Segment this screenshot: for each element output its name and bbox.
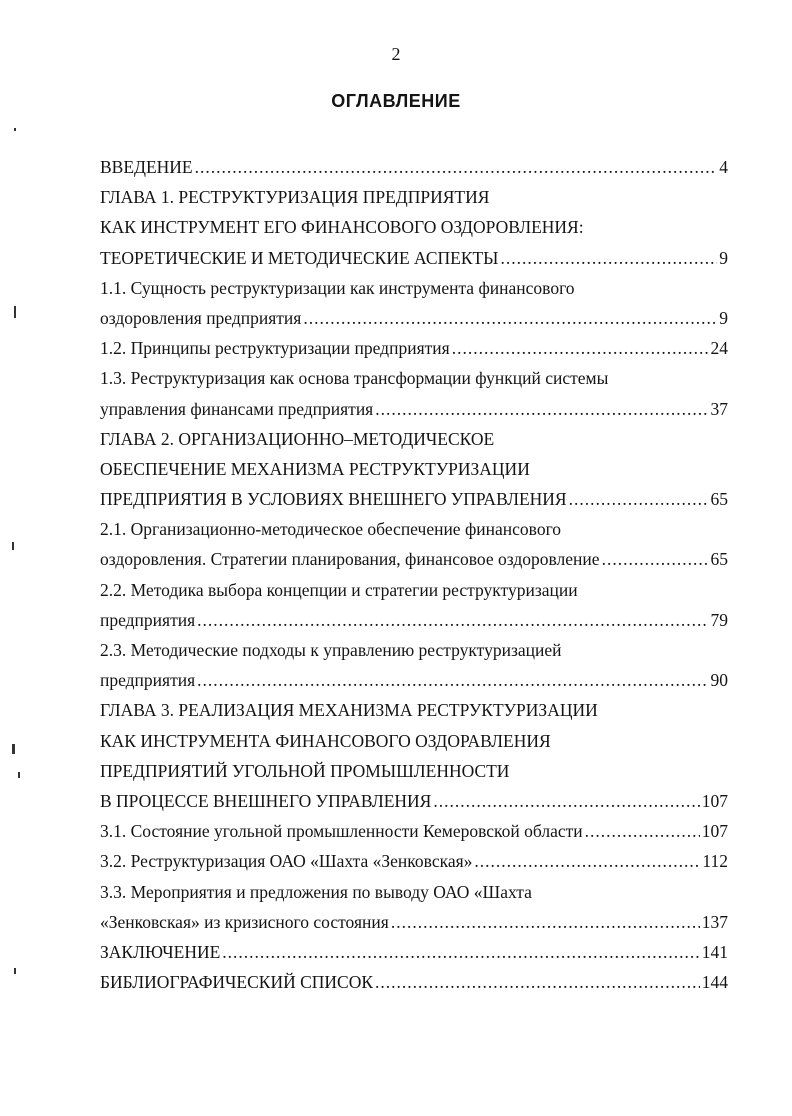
toc-entry-text: ГЛАВА 2. ОРГАНИЗАЦИОННО–МЕТОДИЧЕСКОЕ	[100, 428, 495, 449]
toc-entry-text: БИБЛИОГРАФИЧЕСКИЙ СПИСОК	[100, 972, 374, 993]
toc-entry[interactable]	[100, 333, 728, 363]
scan-mark	[12, 744, 15, 754]
toc-entry[interactable]	[100, 152, 728, 182]
toc-entry-text: 1.3. Реструктуризация как основа трансформации функций системы	[100, 368, 609, 389]
toc-entry[interactable]	[100, 665, 728, 695]
toc-entry-text: управления финансами предприятия	[100, 398, 374, 419]
toc-entry-page: 37	[710, 398, 728, 419]
toc-entry-page: 4	[719, 157, 728, 177]
toc-entry-page: 65	[710, 489, 728, 510]
toc-entry[interactable]	[100, 877, 728, 907]
toc-entry-text: 2.2. Методика выбора концепции и стратегии реструктуризации	[100, 579, 578, 600]
toc-entry-page: 107	[701, 790, 728, 811]
toc-entry-page: 112	[702, 851, 728, 872]
toc-entry[interactable]	[100, 726, 728, 756]
page-number: 2	[391, 44, 401, 64]
toc-entry-text: 2.1. Организационно-методическое обеспечение финансового	[100, 519, 562, 540]
toc-entry-text: ПРЕДПРИЯТИЯ В УСЛОВИЯХ ВНЕШНЕГО УПРАВЛЕНИЯ	[100, 489, 567, 510]
toc-entry[interactable]	[100, 786, 728, 816]
toc-entry[interactable]	[100, 816, 728, 846]
toc-leader-dots	[195, 152, 718, 182]
toc-entry-page: 79	[710, 609, 728, 630]
toc-entry-text: 2.3. Методические подходы к управлению реструктуризацией	[100, 640, 562, 660]
toc-entry[interactable]	[100, 243, 728, 273]
toc-entry-text: ПРЕДПРИЯТИЙ УГОЛЬНОЙ ПРОМЫШЛЕННОСТИ	[100, 760, 510, 781]
toc-entry[interactable]	[100, 907, 728, 937]
toc-entry[interactable]	[100, 484, 728, 514]
toc-entry[interactable]	[100, 303, 728, 333]
toc-leader-dots	[602, 544, 709, 574]
scan-mark	[14, 968, 16, 974]
toc-leader-dots	[500, 243, 717, 273]
toc-entry-text: КАК ИНСТРУМЕНТ ЕГО ФИНАНСОВОГО ОЗДОРОВЛЕНИЯ:	[100, 217, 584, 238]
table-of-contents	[100, 152, 728, 997]
toc-entry-text: оздоровления. Стратегии планирования, финансовое оздоровление	[100, 549, 600, 570]
toc-entry[interactable]	[100, 635, 728, 665]
toc-entry[interactable]	[100, 937, 728, 967]
toc-entry[interactable]	[100, 756, 728, 786]
toc-entry[interactable]	[100, 363, 728, 393]
toc-entry-text: 3.2. Реструктуризация ОАО «Шахта «Зенковская»	[100, 851, 473, 872]
toc-entry[interactable]	[100, 846, 728, 876]
toc-entry-text: КАК ИНСТРУМЕНТА ФИНАНСОВОГО ОЗДОРАВЛЕНИЯ	[100, 730, 551, 751]
toc-entry[interactable]	[100, 514, 728, 544]
toc-entry-text: ОБЕСПЕЧЕНИЕ МЕХАНИЗМА РЕСТРУКТУРИЗАЦИИ	[100, 458, 530, 479]
scan-mark	[12, 542, 14, 550]
toc-entry-page: 65	[710, 549, 728, 570]
toc-leader-dots	[474, 846, 700, 876]
scan-mark	[14, 306, 16, 318]
toc-entry-page: 9	[719, 247, 728, 268]
toc-entry[interactable]	[100, 544, 728, 574]
toc-entry[interactable]	[100, 212, 728, 242]
toc-entry[interactable]	[100, 424, 728, 454]
toc-entry[interactable]	[100, 695, 728, 725]
toc-entry-page: 24	[710, 338, 728, 359]
toc-entry-text: 1.2. Принципы реструктуризации предприятия	[100, 338, 450, 359]
toc-title: ОГЛАВЛЕНИЕ	[331, 91, 461, 111]
toc-leader-dots	[222, 937, 699, 967]
toc-leader-dots	[433, 786, 699, 816]
toc-leader-dots	[303, 303, 717, 333]
toc-entry[interactable]	[100, 605, 728, 635]
toc-entry-text: 1.1. Сущность реструктуризации как инструмента финансового	[100, 277, 575, 298]
toc-leader-dots	[569, 484, 709, 514]
scan-mark	[18, 772, 20, 778]
toc-entry-text: оздоровления предприятия	[100, 307, 302, 328]
toc-entry-page: 141	[701, 941, 728, 962]
toc-leader-dots	[585, 816, 700, 846]
toc-entry-text: ГЛАВА 3. РЕАЛИЗАЦИЯ МЕХАНИЗМА РЕСТРУКТУРИЗАЦИИ	[100, 700, 598, 721]
toc-entry[interactable]	[100, 394, 728, 424]
toc-entry[interactable]	[100, 575, 728, 605]
toc-leader-dots	[375, 394, 708, 424]
toc-entry[interactable]	[100, 182, 728, 212]
toc-entry-text: ВВЕДЕНИЕ	[100, 157, 193, 177]
toc-entry-page: 9	[719, 307, 728, 328]
toc-leader-dots	[197, 665, 708, 695]
toc-entry-page: 90	[710, 670, 728, 691]
toc-entry-text: 3.1. Состояние угольной промышленности Кемеровской области	[100, 821, 583, 842]
scan-mark	[14, 128, 16, 131]
toc-entry-text: 3.3. Мероприятия и предложения по выводу ОАО «Шахта	[100, 881, 532, 902]
toc-entry[interactable]	[100, 454, 728, 484]
toc-leader-dots	[452, 333, 709, 363]
toc-leader-dots	[375, 967, 700, 997]
toc-entry-text: «Зенковская» из кризисного состояния	[100, 911, 389, 932]
toc-entry[interactable]	[100, 273, 728, 303]
toc-entry-text: ЗАКЛЮЧЕНИЕ	[100, 941, 221, 962]
toc-entry-text: В ПРОЦЕССЕ ВНЕШНЕГО УПРАВЛЕНИЯ	[100, 790, 432, 811]
toc-entry-page: 137	[701, 911, 728, 932]
toc-entry-page: 144	[701, 972, 728, 993]
toc-entry[interactable]	[100, 967, 728, 997]
toc-entry-text: ТЕОРЕТИЧЕСКИЕ И МЕТОДИЧЕСКИЕ АСПЕКТЫ	[100, 247, 499, 268]
toc-entry-text: ГЛАВА 1. РЕСТРУКТУРИЗАЦИЯ ПРЕДПРИЯТИЯ	[100, 187, 490, 208]
toc-leader-dots	[197, 605, 708, 635]
toc-entry-text: предприятия	[100, 609, 196, 630]
toc-leader-dots	[391, 907, 700, 937]
toc-entry-page: 107	[701, 821, 728, 842]
toc-entry-text: предприятия	[100, 670, 196, 691]
